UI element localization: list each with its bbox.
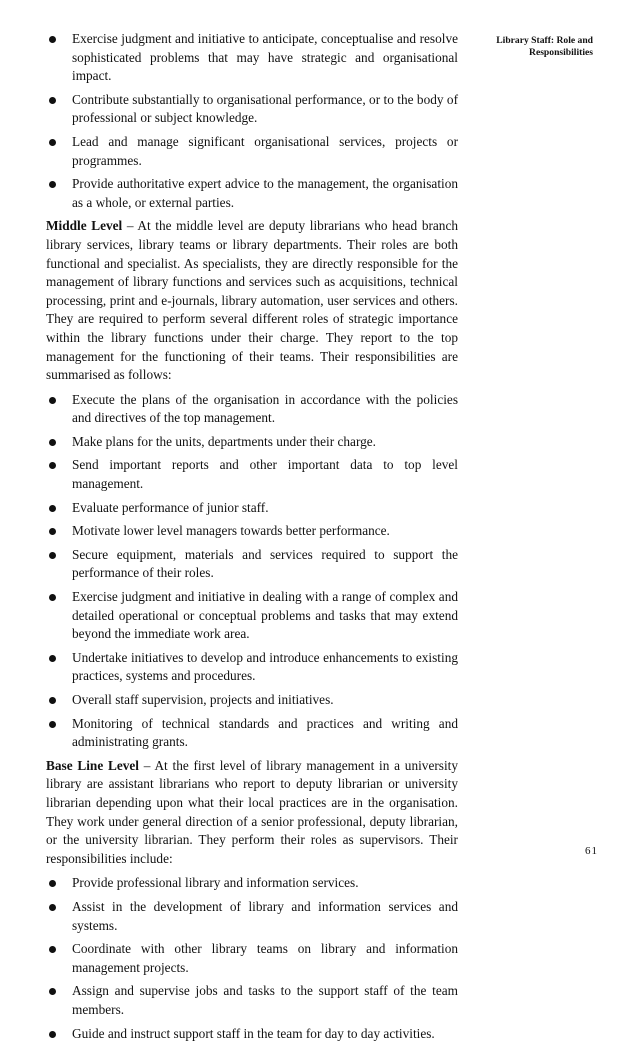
list-item: Lead and manage significant organisational services, projects or programmes. bbox=[46, 133, 458, 170]
list-item: Overall staff supervision, projects and initiatives. bbox=[46, 691, 458, 710]
page-number: 61 bbox=[585, 845, 598, 857]
base-responsibilities-list bbox=[46, 874, 458, 1043]
list-item: Exercise judgment and initiative to anticipate, conceptualise and resolve sophisticated problems that may have strategic and organisational impact. bbox=[46, 30, 458, 86]
middle-responsibilities-list bbox=[46, 391, 458, 752]
running-header bbox=[463, 35, 593, 59]
list-item: Send important reports and other important data to top level management. bbox=[46, 456, 458, 493]
list-item: Contribute substantially to organisational performance, or to the body of professional or subject knowledge. bbox=[46, 91, 458, 128]
middle-level-heading: Middle Level bbox=[46, 218, 123, 234]
base-level-paragraph bbox=[46, 757, 458, 869]
list-item: Execute the plans of the organisation in accordance with the policies and directives of the top management. bbox=[46, 391, 458, 428]
running-header-line1: Library Staff: Role and bbox=[496, 35, 593, 46]
list-item: Evaluate performance of junior staff. bbox=[46, 499, 458, 518]
list-item: Coordinate with other library teams on library and information management projects. bbox=[46, 940, 458, 977]
middle-level-text: – At the middle level are deputy librarians who head branch library services, library teams or library departments. Their roles are both functional and specialist. As specialists, they are directly responsible for the management of library functions and services such as acquisitions, technical processing, print and e-journals, library automation, user services and others. They are required to perform several different roles of strategic importance within the library functions under their charge. They report to the top management for the functioning of their teams. Their responsibilities are summarised as follows: bbox=[46, 218, 458, 383]
list-item: Guide and instruct support staff in the team for day to day activities. bbox=[46, 1025, 458, 1044]
list-item: Undertake initiatives to develop and introduce enhancements to existing practices, systems and procedures. bbox=[46, 649, 458, 686]
list-item: Assist in the development of library and information services and systems. bbox=[46, 898, 458, 935]
base-level-heading: Base Line Level bbox=[46, 757, 139, 773]
list-item: Make plans for the units, departments under their charge. bbox=[46, 433, 458, 452]
list-item: Assign and supervise jobs and tasks to the support staff of the team members. bbox=[46, 982, 458, 1019]
top-responsibilities-list bbox=[46, 30, 458, 212]
page-body bbox=[46, 30, 458, 1048]
list-item: Exercise judgment and initiative in dealing with a range of complex and detailed operational or conceptual problems and tasks that may extend beyond the immediate work area. bbox=[46, 588, 458, 644]
middle-level-paragraph bbox=[46, 217, 458, 384]
list-item: Monitoring of technical standards and practices and writing and administrating grants. bbox=[46, 715, 458, 752]
base-level-text: – At the first level of library management in a university library are assistant librarians who report to deputy librarian or university librarian depending upon what their local practices are in the organisation. They work under general direction of a senior professional, deputy librarian, or the university librarian. They perform their roles as supervisors. Their responsibilities include: bbox=[46, 757, 458, 866]
list-item: Provide professional library and information services. bbox=[46, 874, 458, 893]
list-item: Provide authoritative expert advice to the management, the organisation as a whole, or external parties. bbox=[46, 175, 458, 212]
list-item: Secure equipment, materials and services required to support the performance of their roles. bbox=[46, 546, 458, 583]
list-item: Motivate lower level managers towards better performance. bbox=[46, 522, 458, 541]
running-header-line2: Responsibilities bbox=[529, 47, 593, 58]
